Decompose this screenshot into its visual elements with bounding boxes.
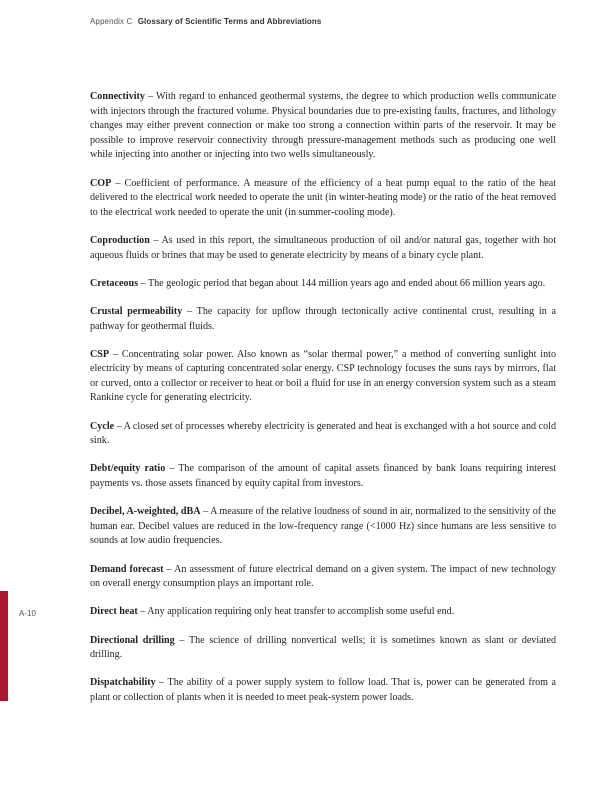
definition: – Any application requiring only heat transfer to accomplish some useful end.: [137, 606, 455, 618]
term: Crustal permeability: [90, 305, 183, 317]
glossary-entry-demand-forecast: [90, 563, 556, 592]
term: Connectivity: [90, 91, 145, 102]
glossary-entry-directional-drilling: [90, 634, 556, 663]
term: Directional drilling: [90, 634, 175, 646]
glossary-entry-cretaceous: [90, 277, 556, 292]
definition: – An assessment of future electrical demand on a given system. The impact of new technology on overall energy consumption plays an important role.: [90, 563, 557, 590]
glossary-entry-cop: [90, 177, 556, 221]
glossary-title: Glossary of Scientific Terms and Abbreviations: [137, 17, 322, 26]
side-accent-bar: [0, 591, 8, 701]
definition: – Concentrating solar power. Also known as “solar thermal power,” a method of converting sunlight into electricity by means of capturing concentrated solar energy. CSP technology focuses the suns rays by mirrors, flat or curved, onto a collector or receiver to heat or boil a fluid for use in an energy conversion system such as a steam Rankine cycle for generating electricity.: [90, 348, 556, 404]
definition: – The science of drilling nonvertical wells; it is sometimes known as slant or deviated drilling.: [90, 634, 557, 661]
term: Demand forecast: [90, 563, 164, 575]
term: Debt/equity ratio: [90, 463, 166, 475]
definition: – With regard to enhanced geothermal systems, the degree to which production wells communicate with injectors through the fractured volume. Physical boundaries due to pre-existing faults, fractures, and lithology changes may either prevent connection or make too strong a connection within parts of the reservoir. It may be possible to improve reservoir connectivity through pressure-management methods such as producing one well while injecting into another or injecting into two wells simultaneously.: [90, 91, 556, 161]
glossary-entry-debt-equity-ratio: [90, 462, 556, 491]
glossary-entry-csp: [90, 348, 556, 406]
term: CSP: [90, 348, 110, 360]
definition: – As used in this report, the simultaneous production of oil and/or natural gas, together with hot aqueous fluids or brines that may be used to generate electricity by means of a binary cycle plant.: [90, 234, 556, 261]
glossary-entry-cycle: [90, 420, 556, 449]
page-number: A-10: [19, 609, 36, 618]
term: Dispatchability: [90, 677, 156, 689]
glossary-entry-connectivity: [90, 90, 556, 163]
glossary-entry-direct-heat: [90, 605, 556, 620]
glossary-entry-coproduction: [90, 234, 556, 263]
definition: – The ability of a power supply system to follow load. That is, power can be generated from a plant or collection of plants when it is needed to meet peak-system power loads.: [90, 677, 556, 703]
term: COP: [90, 177, 112, 189]
definition: – Coefficient of performance. A measure of the efficiency of a heat pump equal to the ratio of the heat delivered to the electrical work needed to operate the unit (in winter-heating mode) or the ratio of the heat removed to the electrical work needed to operate the unit (in summer-cooling mode).: [90, 177, 556, 218]
definition: – The comparison of the amount of capital assets financed by bank loans requiring interest payments vs. those assets financed by equity capital from investors.: [90, 463, 556, 490]
term: Decibel, A-weighted, dBA: [90, 506, 201, 518]
definition: – A measure of the relative loudness of sound in air, normalized to the sensitivity of the human ear. Decibel values are reduced in the low-frequency range (<1000 Hz) since humans are less sensitive to sounds at low audio frequencies.: [90, 506, 556, 547]
glossary-list: [90, 90, 556, 719]
term: Cretaceous: [90, 277, 139, 289]
running-head: [90, 17, 321, 26]
glossary-entry-crustal-permeability: [90, 305, 556, 334]
definition: – The geologic period that began about 144 million years ago and ended about 66 million years ago.: [138, 277, 546, 289]
term: Coproduction: [90, 234, 150, 246]
glossary-entry-dispatchability: [90, 676, 556, 705]
appendix-label: Appendix C: [90, 17, 133, 26]
glossary-entry-decibel: [90, 505, 556, 549]
definition: – A closed set of processes whereby electricity is generated and heat is exchanged with a hot source and cold sink.: [90, 420, 556, 447]
term: Direct heat: [90, 606, 138, 618]
definition: – The capacity for upflow through tectonically active continental crust, resulting in a pathway for geothermal fluids.: [90, 305, 556, 332]
term: Cycle: [90, 420, 115, 432]
